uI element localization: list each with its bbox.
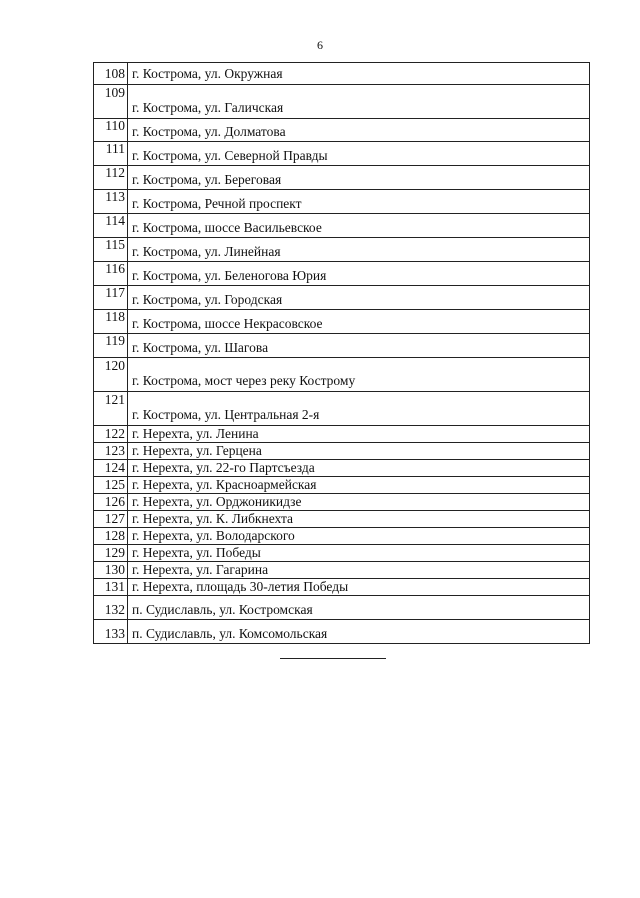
row-number: 117 — [94, 286, 128, 310]
row-address: г. Кострома, Речной проспект — [128, 190, 590, 214]
table-row — [94, 579, 590, 596]
row-number: 116 — [94, 262, 128, 286]
table-row — [94, 166, 590, 190]
table-row — [94, 511, 590, 528]
row-number: 109 — [94, 85, 128, 119]
row-number: 126 — [94, 494, 128, 511]
row-address: г. Нерехта, ул. К. Либкнехта — [128, 511, 590, 528]
row-address: г. Кострома, шоссе Некрасовское — [128, 310, 590, 334]
table-row — [94, 477, 590, 494]
row-address: г. Кострома, ул. Галичская — [128, 85, 590, 119]
row-address: г. Кострома, ул. Окружная — [128, 63, 590, 85]
row-address: г. Нерехта, ул. Красноармейская — [128, 477, 590, 494]
row-number: 125 — [94, 477, 128, 494]
row-address: г. Кострома, ул. Линейная — [128, 238, 590, 262]
row-address: п. Судиславль, ул. Костромская — [128, 596, 590, 620]
table-row — [94, 119, 590, 142]
table-row — [94, 562, 590, 579]
table-row — [94, 286, 590, 310]
table-row — [94, 85, 590, 119]
table-row — [94, 334, 590, 358]
table-row — [94, 262, 590, 286]
row-number: 119 — [94, 334, 128, 358]
row-address: г. Кострома, ул. Северной Правды — [128, 142, 590, 166]
table-row — [94, 142, 590, 166]
table-row — [94, 460, 590, 477]
row-number: 132 — [94, 596, 128, 620]
row-address: г. Кострома, ул. Долматова — [128, 119, 590, 142]
roads-table — [93, 62, 590, 644]
row-number: 133 — [94, 620, 128, 644]
row-number: 131 — [94, 579, 128, 596]
row-number: 111 — [94, 142, 128, 166]
row-number: 124 — [94, 460, 128, 477]
row-number: 110 — [94, 119, 128, 142]
row-address: г. Кострома, мост через реку Кострому — [128, 358, 590, 392]
row-address: г. Нерехта, ул. Орджоникидзе — [128, 494, 590, 511]
end-of-document-rule — [280, 658, 386, 659]
row-number: 120 — [94, 358, 128, 392]
row-number: 128 — [94, 528, 128, 545]
table-row — [94, 620, 590, 644]
row-number: 118 — [94, 310, 128, 334]
row-number: 115 — [94, 238, 128, 262]
row-address: г. Нерехта, ул. Гагарина — [128, 562, 590, 579]
table-row — [94, 545, 590, 562]
table-row — [94, 358, 590, 392]
row-address: г. Кострома, ул. Береговая — [128, 166, 590, 190]
table-row — [94, 310, 590, 334]
table-row — [94, 214, 590, 238]
row-number: 121 — [94, 392, 128, 426]
row-address: г. Кострома, ул. Центральная 2-я — [128, 392, 590, 426]
row-address: г. Нерехта, ул. 22-го Партсъезда — [128, 460, 590, 477]
row-number: 122 — [94, 426, 128, 443]
table-row — [94, 528, 590, 545]
row-address: г. Нерехта, ул. Володарского — [128, 528, 590, 545]
table-row — [94, 190, 590, 214]
row-address: г. Нерехта, ул. Ленина — [128, 426, 590, 443]
row-number: 108 — [94, 63, 128, 85]
row-number: 130 — [94, 562, 128, 579]
row-number: 129 — [94, 545, 128, 562]
row-number: 114 — [94, 214, 128, 238]
table-row — [94, 426, 590, 443]
row-address: г. Кострома, ул. Шагова — [128, 334, 590, 358]
page-number: 6 — [317, 38, 323, 52]
row-number: 123 — [94, 443, 128, 460]
row-address: г. Нерехта, ул. Герцена — [128, 443, 590, 460]
table-row — [94, 63, 590, 85]
row-address: г. Кострома, ул. Городская — [128, 286, 590, 310]
row-number: 112 — [94, 166, 128, 190]
row-number: 113 — [94, 190, 128, 214]
table-row — [94, 392, 590, 426]
row-address: г. Нерехта, площадь 30-летия Победы — [128, 579, 590, 596]
table-row — [94, 238, 590, 262]
row-number: 127 — [94, 511, 128, 528]
row-address: г. Нерехта, ул. Победы — [128, 545, 590, 562]
row-address: г. Кострома, ул. Беленогова Юрия — [128, 262, 590, 286]
row-address: п. Судиславль, ул. Комсомольская — [128, 620, 590, 644]
table-row — [94, 443, 590, 460]
table-row — [94, 596, 590, 620]
table-row — [94, 494, 590, 511]
row-address: г. Кострома, шоссе Васильевское — [128, 214, 590, 238]
